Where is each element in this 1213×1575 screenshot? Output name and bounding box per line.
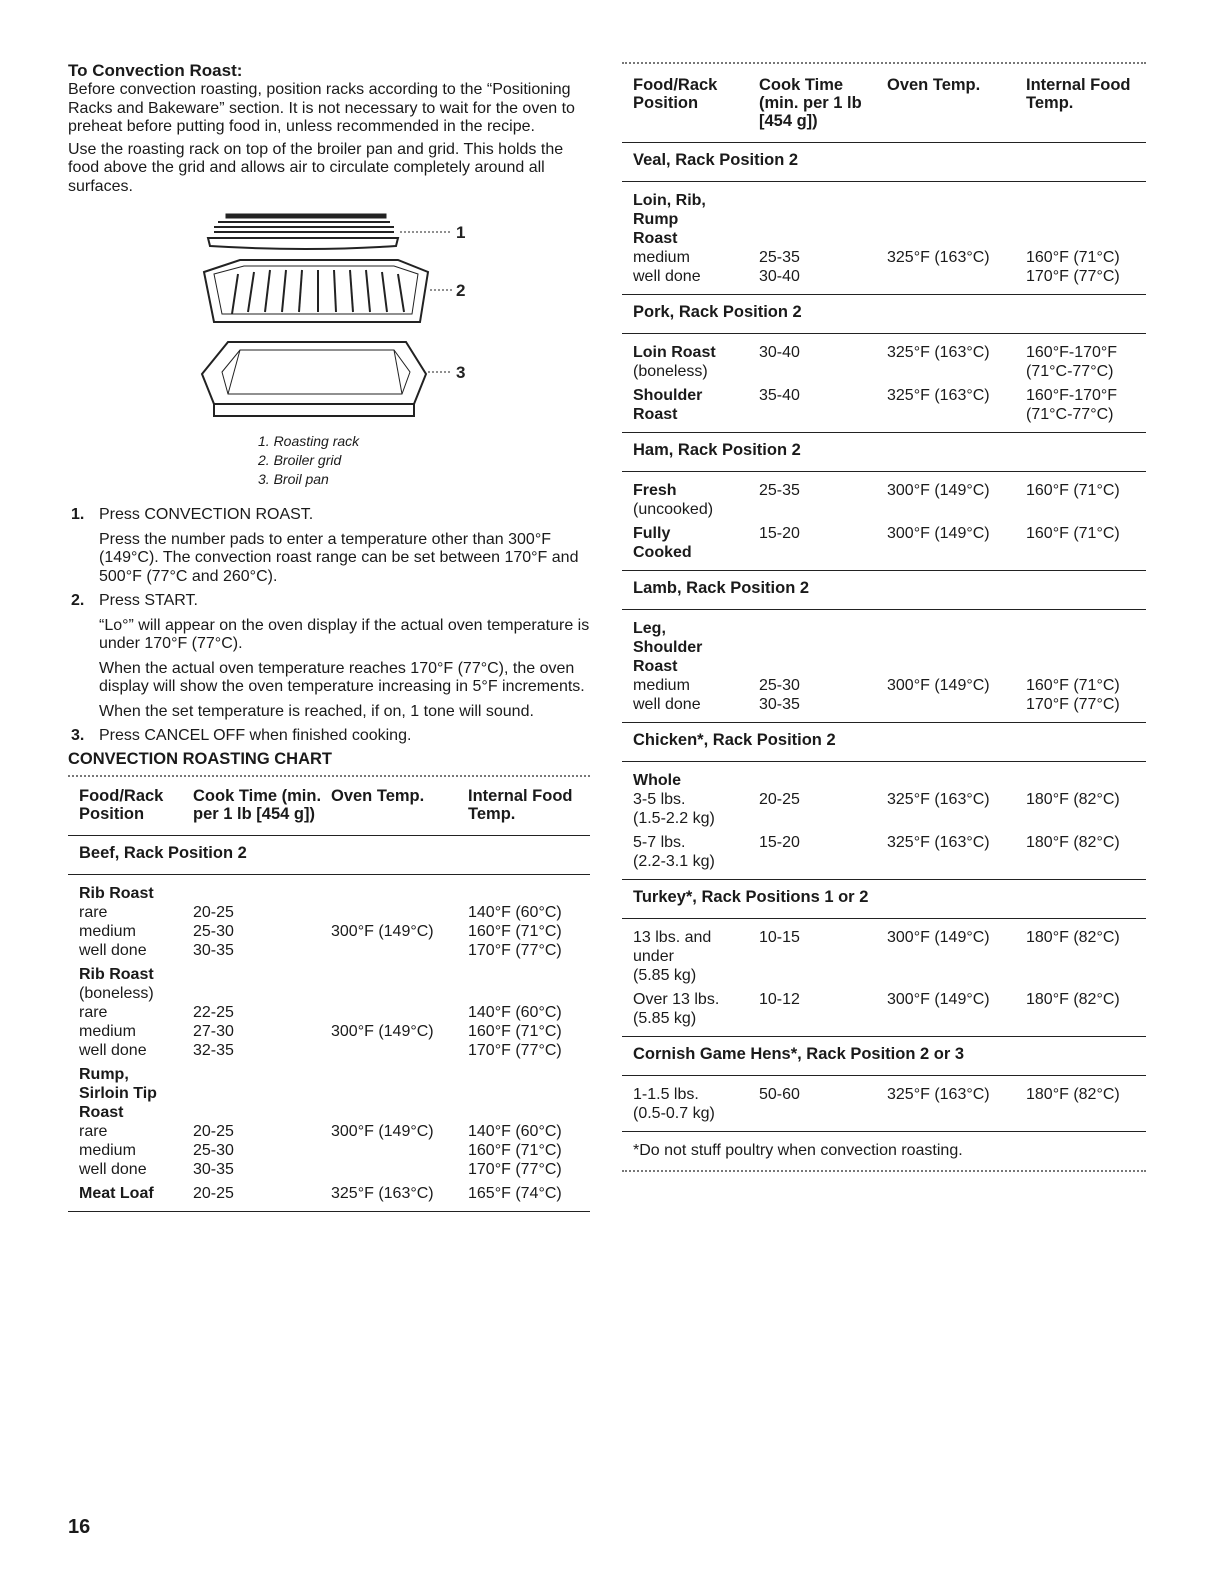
internal-temp-cell: 180°F (82°C): [1026, 834, 1120, 851]
cook-time-cell: 25-30: [193, 922, 234, 940]
food-cell: Meat Loaf: [79, 1184, 154, 1202]
cook-time-cell: [193, 1065, 331, 1084]
food-cell: (0.5-0.7 kg): [633, 1105, 715, 1122]
table-row: [79, 1041, 590, 1060]
food-cell: Cooked: [633, 544, 692, 561]
cook-time-cell: 20-25: [193, 1184, 234, 1202]
table-row: [633, 500, 1146, 519]
oven-temp-cell: [331, 884, 468, 903]
cook-time-cell: [759, 191, 887, 210]
oven-temp-cell: 300°F (149°C): [331, 1122, 434, 1140]
cook-time-cell: 15-20: [759, 834, 800, 851]
food-cell: well done: [79, 1041, 147, 1059]
oven-temp-cell: 325°F (163°C): [887, 387, 990, 404]
internal-temp-cell: [1026, 229, 1156, 248]
food-cell: Rump,: [79, 1065, 129, 1083]
food-cell: medium: [633, 249, 690, 266]
food-cell: well done: [633, 696, 701, 713]
page-number: 16: [68, 1516, 91, 1538]
cook-time-cell: [759, 500, 887, 519]
cook-time-cell: 30-35: [759, 696, 800, 713]
internal-temp-cell: 180°F (82°C): [1026, 1086, 1120, 1103]
column-header-oven-temp: Oven Temp.: [331, 786, 425, 805]
internal-temp-cell: 140°F (60°C): [468, 1003, 562, 1021]
section-heading: Veal, Rack Position 2: [622, 142, 1146, 182]
table-header: [68, 777, 590, 835]
oven-temp-cell: [887, 1104, 1026, 1123]
internal-temp-cell: [1026, 852, 1156, 871]
table-row: [633, 790, 1146, 809]
oven-temp-cell: [331, 1084, 468, 1103]
oven-temp-cell: [331, 1065, 468, 1084]
internal-temp-cell: (71°C-77°C): [1026, 363, 1114, 380]
internal-temp-cell: [1026, 1104, 1156, 1123]
oven-temp-cell: [331, 1160, 468, 1179]
section-rows: [622, 762, 1146, 879]
internal-temp-cell: 180°F (82°C): [1026, 929, 1120, 946]
table-row: [633, 695, 1146, 714]
oven-temp-cell: [887, 947, 1026, 966]
oven-temp-cell: [887, 405, 1026, 424]
intro-paragraph: Use the roasting rack on top of the broiler pan and grid. This holds the food above the grid and allows air to circulate completely around all surfaces.: [68, 140, 564, 195]
callout-1: 1: [456, 223, 466, 242]
internal-temp-cell: 160°F-170°F: [1026, 344, 1118, 361]
internal-temp-cell: 180°F (82°C): [1026, 791, 1120, 808]
table-row: [633, 619, 1146, 638]
table-row: [633, 405, 1146, 424]
table-row: [633, 386, 1146, 405]
internal-temp-cell: 140°F (60°C): [468, 1122, 562, 1140]
table-row: [633, 524, 1146, 543]
cook-time-cell: [759, 947, 887, 966]
internal-temp-cell: [468, 884, 588, 903]
food-cell: Rib Roast: [79, 884, 154, 902]
internal-temp-cell: [468, 984, 588, 1003]
table-row: [633, 990, 1146, 1009]
table-row: [633, 947, 1146, 966]
oven-temp-cell: 300°F (149°C): [887, 482, 990, 499]
table-row: [633, 248, 1146, 267]
table-header: [622, 64, 1146, 142]
broil-pan-drawing: [202, 342, 452, 416]
cook-time-cell: 50-60: [759, 1086, 800, 1103]
food-cell: Shoulder: [633, 639, 703, 656]
food-cell: rare: [79, 903, 108, 921]
cook-time-cell: 20-25: [759, 791, 800, 808]
oven-temp-cell: [331, 965, 468, 984]
step-text: Press START.: [99, 592, 198, 609]
oven-temp-cell: [331, 1041, 468, 1060]
cook-time-cell: 20-25: [193, 1122, 234, 1140]
food-cell: well done: [79, 941, 147, 959]
section-rows: [622, 334, 1146, 432]
cook-time-cell: [759, 638, 887, 657]
oven-temp-cell: [887, 657, 1026, 676]
section-rows: [622, 182, 1146, 294]
internal-temp-cell: [1026, 966, 1156, 985]
internal-temp-cell: 140°F (60°C): [468, 903, 562, 921]
cook-time-cell: 30-40: [759, 268, 800, 285]
food-cell: Rump: [633, 211, 679, 228]
cook-time-cell: [759, 229, 887, 248]
cook-time-cell: [759, 405, 887, 424]
column-header-food: Food/Rack Position: [633, 76, 718, 112]
column-header-internal-temp: Internal Food Temp.: [1026, 76, 1131, 112]
oven-temp-cell: [331, 941, 468, 960]
food-cell: medium: [79, 1141, 136, 1159]
section-rows: [622, 1076, 1146, 1131]
internal-temp-cell: (71°C-77°C): [1026, 406, 1114, 423]
table-row: [79, 1141, 590, 1160]
food-cell: Shoulder: [633, 387, 703, 404]
table-row: [633, 809, 1146, 828]
right-column: [622, 62, 1146, 1172]
section-heading: To Convection Roast:: [68, 61, 243, 80]
figure-caption: 3. Broil pan: [258, 471, 329, 487]
oven-temp-cell: [887, 771, 1026, 790]
cook-time-cell: [759, 543, 887, 562]
food-cell: (5.85 kg): [633, 1010, 697, 1027]
table-row: [633, 267, 1146, 286]
internal-temp-cell: [1026, 771, 1156, 790]
roasting-rack-drawing: [208, 214, 452, 249]
table-row: [633, 229, 1146, 248]
table-row: [79, 1160, 590, 1179]
internal-temp-cell: 160°F-170°F: [1026, 387, 1118, 404]
cook-time-cell: [193, 1084, 331, 1103]
footnote: *Do not stuff poultry when convection roasting.: [633, 1142, 963, 1159]
cook-time-cell: [759, 619, 887, 638]
food-cell: Roast: [633, 406, 678, 423]
oven-temp-cell: [887, 966, 1026, 985]
column-header-food: Food/Rack Position: [79, 786, 164, 823]
dotted-divider: [622, 1170, 1146, 1172]
oven-temp-cell: [887, 852, 1026, 871]
step-number: 2.: [71, 592, 85, 609]
food-cell: rare: [79, 1003, 108, 1021]
right-table-body: [622, 142, 1146, 1131]
cook-time-cell: 20-25: [193, 903, 234, 921]
broiler-grid-drawing: [204, 260, 452, 322]
oven-temp-cell: 300°F (149°C): [331, 1022, 434, 1040]
section-heading: Turkey*, Rack Positions 1 or 2: [622, 879, 1146, 919]
table-row: [79, 941, 590, 960]
step-text: When the set temperature is reached, if on, 1 tone will sound.: [99, 702, 534, 720]
table-row: [79, 1003, 590, 1022]
internal-temp-cell: [468, 965, 588, 984]
food-cell: medium: [633, 677, 690, 694]
section-rows: [622, 610, 1146, 722]
food-cell: medium: [79, 922, 136, 940]
internal-temp-cell: [1026, 1009, 1156, 1028]
internal-temp-cell: [1026, 191, 1156, 210]
cook-time-cell: 25-30: [759, 677, 800, 694]
cook-time-cell: [759, 809, 887, 828]
oven-temp-cell: 325°F (163°C): [887, 344, 990, 361]
section-rows: [622, 919, 1146, 1036]
oven-temp-cell: [887, 267, 1026, 286]
oven-temp-cell: 325°F (163°C): [887, 1086, 990, 1103]
oven-temp-cell: 300°F (149°C): [887, 929, 990, 946]
food-cell: Leg,: [633, 620, 666, 637]
food-cell: under: [633, 948, 674, 965]
oven-temp-cell: [887, 191, 1026, 210]
cook-time-cell: 15-20: [759, 525, 800, 542]
callout-2: 2: [456, 281, 466, 300]
table-row: [79, 984, 590, 1003]
oven-temp-cell: 325°F (163°C): [887, 249, 990, 266]
food-cell: medium: [79, 1022, 136, 1040]
oven-temp-cell: [331, 1103, 468, 1122]
step-list: [68, 506, 590, 746]
internal-temp-cell: 160°F (71°C): [1026, 525, 1120, 542]
section-heading-beef: Beef, Rack Position 2: [68, 836, 590, 875]
cook-time-cell: [193, 884, 331, 903]
food-cell: Loin Roast: [633, 344, 716, 361]
step-text: Press CANCEL OFF when finished cooking.: [99, 727, 412, 744]
step-item: [68, 506, 590, 586]
cook-time-cell: [193, 984, 331, 1003]
cook-time-cell: 25-35: [759, 482, 800, 499]
oven-temp-cell: [887, 229, 1026, 248]
table-row: [79, 884, 590, 903]
table-row: [633, 1104, 1146, 1123]
oven-temp-cell: [887, 1009, 1026, 1028]
oven-temp-cell: [887, 543, 1026, 562]
cook-time-cell: [759, 210, 887, 229]
oven-temp-cell: [887, 362, 1026, 381]
internal-temp-cell: 160°F (71°C): [1026, 249, 1120, 266]
figure-caption: 1. Roasting rack: [258, 433, 360, 449]
roasting-figure: [68, 210, 590, 506]
food-cell: (1.5-2.2 kg): [633, 810, 715, 827]
table-row: [633, 343, 1146, 362]
column-header-oven-temp: Oven Temp.: [887, 76, 981, 94]
figure-caption: 2. Broiler grid: [258, 452, 342, 468]
internal-temp-cell: [1026, 809, 1156, 828]
table-row: [633, 676, 1146, 695]
table-row: [79, 903, 590, 922]
callout-3: 3: [456, 363, 466, 382]
cook-time-cell: [759, 657, 887, 676]
food-cell: Roast: [633, 230, 678, 247]
cook-time-cell: 35-40: [759, 387, 800, 404]
food-cell: Roast: [633, 658, 678, 675]
internal-temp-cell: 165°F (74°C): [468, 1184, 562, 1202]
internal-temp-cell: [1026, 500, 1156, 519]
oven-temp-cell: 300°F (149°C): [331, 922, 434, 940]
cook-time-cell: 25-35: [759, 249, 800, 266]
internal-temp-cell: [468, 1065, 588, 1084]
beef-rows: [68, 875, 590, 1212]
table-row: [633, 191, 1146, 210]
oven-temp-cell: [887, 210, 1026, 229]
internal-temp-cell: 170°F (77°C): [1026, 268, 1120, 285]
food-cell: Fresh: [633, 482, 677, 499]
internal-temp-cell: 170°F (77°C): [468, 1041, 562, 1059]
internal-temp-cell: [1026, 619, 1156, 638]
internal-temp-cell: [1026, 543, 1156, 562]
internal-temp-cell: [1026, 657, 1156, 676]
section-heading: Ham, Rack Position 2: [622, 432, 1146, 472]
table-row: [79, 1084, 590, 1103]
table-row: [633, 543, 1146, 562]
left-column: [68, 60, 590, 1212]
section-heading: Lamb, Rack Position 2: [622, 570, 1146, 610]
cook-time-cell: [759, 1104, 887, 1123]
cook-time-cell: 22-25: [193, 1003, 234, 1021]
internal-temp-cell: 160°F (71°C): [1026, 677, 1120, 694]
oven-temp-cell: 325°F (163°C): [331, 1184, 434, 1202]
table-row: [633, 1085, 1146, 1104]
internal-temp-cell: 160°F (71°C): [468, 1022, 562, 1040]
cook-time-cell: [759, 771, 887, 790]
oven-temp-cell: [331, 1141, 468, 1160]
food-cell: (boneless): [79, 984, 154, 1002]
food-cell: Roast: [79, 1103, 124, 1121]
section-heading: Cornish Game Hens*, Rack Position 2 or 3: [622, 1036, 1146, 1076]
section-heading: Pork, Rack Position 2: [622, 294, 1146, 334]
table-row: [633, 481, 1146, 500]
table-row: [79, 1065, 590, 1084]
internal-temp-cell: 180°F (82°C): [1026, 991, 1120, 1008]
table-row: [633, 638, 1146, 657]
internal-temp-cell: [1026, 638, 1156, 657]
food-cell: Rib Roast: [79, 965, 154, 983]
step-text: Press the number pads to enter a temperature other than 300°F (149°C). The convection roast range can be set between 170°F and 500°F (77°C and 260°C).: [99, 530, 579, 585]
table-row: [79, 1103, 590, 1122]
table-row: [79, 922, 590, 941]
step-item: [68, 592, 590, 721]
table-row: [79, 1022, 590, 1041]
food-cell: (5.85 kg): [633, 967, 697, 984]
oven-temp-cell: [331, 903, 468, 922]
internal-temp-cell: 170°F (77°C): [1026, 696, 1120, 713]
step-number: 3.: [71, 727, 85, 744]
internal-temp-cell: [468, 1084, 588, 1103]
table-row: [79, 1184, 590, 1203]
table-row: [633, 771, 1146, 790]
table-row: [633, 852, 1146, 871]
cook-time-cell: 27-30: [193, 1022, 234, 1040]
food-cell: Whole: [633, 772, 681, 789]
food-cell: 13 lbs. and: [633, 929, 712, 946]
cook-time-cell: 30-35: [193, 1160, 234, 1178]
cook-time-cell: 10-12: [759, 991, 800, 1008]
internal-temp-cell: [1026, 210, 1156, 229]
table-row: [633, 657, 1146, 676]
oven-temp-cell: 300°F (149°C): [887, 991, 990, 1008]
oven-temp-cell: [331, 1003, 468, 1022]
section-heading: Chicken*, Rack Position 2: [622, 722, 1146, 762]
internal-temp-cell: 160°F (71°C): [1026, 482, 1120, 499]
food-cell: Loin, Rib,: [633, 192, 706, 209]
oven-temp-cell: [887, 619, 1026, 638]
table-row: [633, 833, 1146, 852]
table-row: [79, 1122, 590, 1141]
column-header-cook-time: Cook Time (min. per 1 lb [454 g]): [759, 76, 862, 130]
table-row: [79, 965, 590, 984]
step-text: When the actual oven temperature reaches 170°F (77°C), the oven display will show the oven temperature increasing in 5°F increments.: [99, 659, 585, 695]
step-text: “Lo°” will appear on the oven display if the actual oven temperature is under 170°F (77°C).: [99, 616, 590, 652]
food-cell: 3-5 lbs.: [633, 791, 686, 808]
oven-temp-cell: [887, 809, 1026, 828]
cook-time-cell: 30-35: [193, 941, 234, 959]
step-item: [68, 727, 590, 746]
internal-temp-cell: [1026, 947, 1156, 966]
internal-temp-cell: 170°F (77°C): [468, 1160, 562, 1178]
food-cell: (uncooked): [633, 501, 714, 518]
step-text: Press CONVECTION ROAST.: [99, 506, 314, 523]
oven-temp-cell: [887, 500, 1026, 519]
cook-time-cell: [759, 966, 887, 985]
food-cell: (boneless): [633, 363, 708, 380]
cook-time-cell: [759, 852, 887, 871]
food-cell: Fully: [633, 525, 671, 542]
internal-temp-cell: 160°F (71°C): [468, 1141, 562, 1159]
section-rows: [622, 472, 1146, 570]
internal-temp-cell: 170°F (77°C): [468, 941, 562, 959]
oven-temp-cell: [887, 695, 1026, 714]
food-cell: (2.2-3.1 kg): [633, 853, 715, 870]
oven-temp-cell: [331, 984, 468, 1003]
cook-time-cell: [193, 1103, 331, 1122]
table-row: [633, 210, 1146, 229]
cook-time-cell: 10-15: [759, 929, 800, 946]
internal-temp-cell: [468, 1103, 588, 1122]
food-cell: well done: [79, 1160, 147, 1178]
cook-time-cell: [759, 362, 887, 381]
cook-time-cell: 32-35: [193, 1041, 234, 1059]
cook-time-cell: 25-30: [193, 1141, 234, 1159]
food-cell: Over 13 lbs.: [633, 991, 720, 1008]
column-header-internal-temp: Internal Food Temp.: [468, 786, 573, 823]
internal-temp-cell: 160°F (71°C): [468, 922, 562, 940]
cook-time-cell: 30-40: [759, 344, 800, 361]
oven-temp-cell: 325°F (163°C): [887, 791, 990, 808]
oven-temp-cell: 300°F (149°C): [887, 677, 990, 694]
oven-temp-cell: [887, 638, 1026, 657]
food-cell: Sirloin Tip: [79, 1084, 157, 1102]
step-number: 1.: [71, 506, 85, 523]
table-row: [633, 1009, 1146, 1028]
cook-time-cell: [193, 965, 331, 984]
food-cell: 5-7 lbs.: [633, 834, 686, 851]
food-cell: rare: [79, 1122, 108, 1140]
table-row: [633, 928, 1146, 947]
table-row: [633, 362, 1146, 381]
food-cell: well done: [633, 268, 701, 285]
table-row: [633, 966, 1146, 985]
column-header-cook-time: Cook Time (min. per 1 lb [454 g]): [193, 786, 322, 823]
oven-temp-cell: 325°F (163°C): [887, 834, 990, 851]
cook-time-cell: [759, 1009, 887, 1028]
intro-paragraph: Before convection roasting, position racks according to the “Positioning Racks and Bakeware” section. It is not necessary to wait for the oven to preheat before putting food in, unless recommended in the recipe.: [68, 81, 575, 135]
oven-temp-cell: 300°F (149°C): [887, 525, 990, 542]
food-cell: 1-1.5 lbs.: [633, 1086, 699, 1103]
chart-title: CONVECTION ROASTING CHART: [68, 749, 332, 768]
